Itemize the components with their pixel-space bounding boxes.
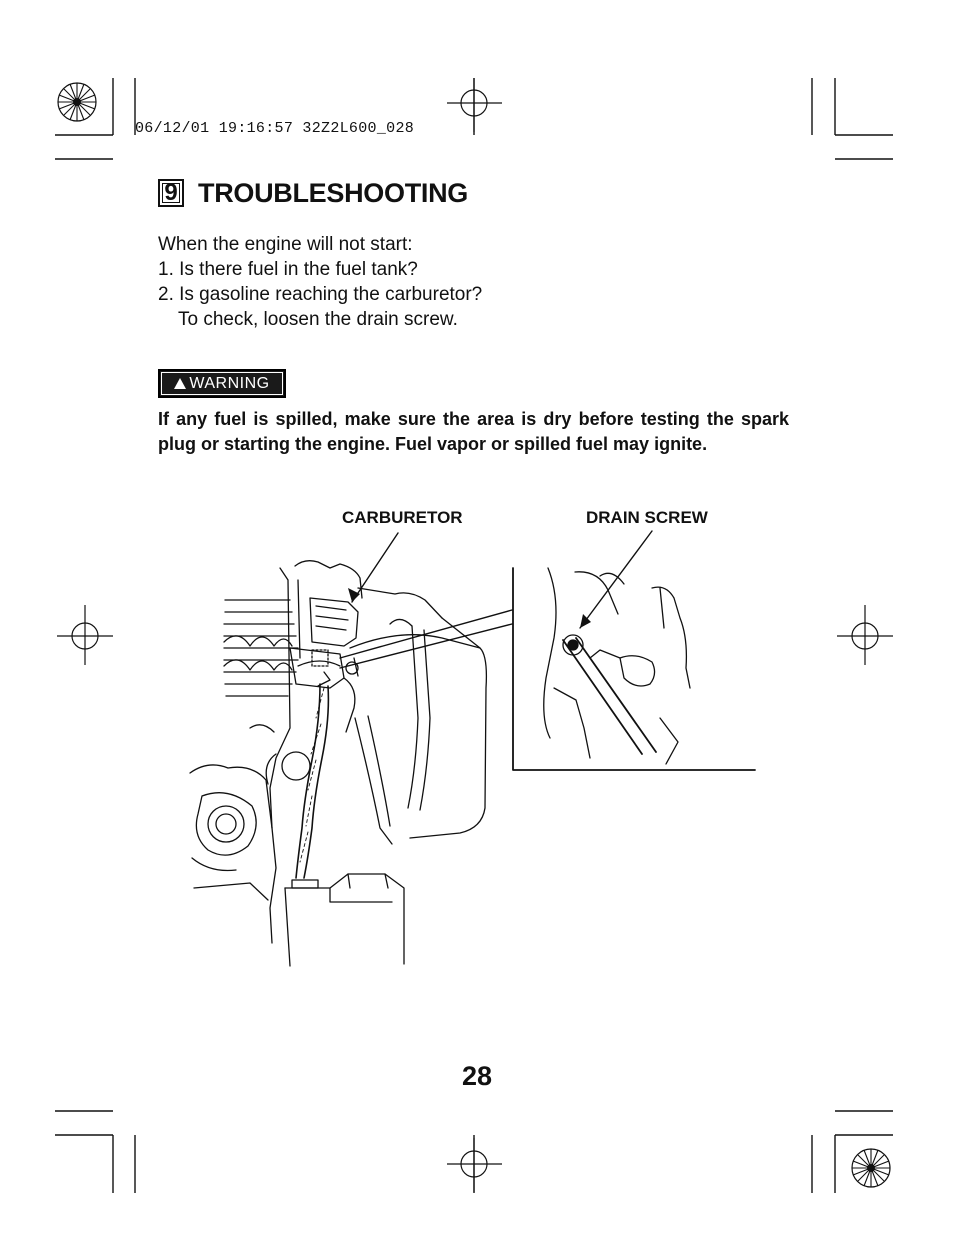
fuel-container (285, 874, 404, 964)
section-number-badge: 9 (158, 179, 184, 207)
detail-inset-frame (513, 568, 755, 770)
page-title: TROUBLESHOOTING (198, 177, 468, 208)
callout-carburetor: CARBURETOR (342, 508, 463, 527)
page-number: 28 (461, 1061, 493, 1091)
starburst-target-top-left (58, 83, 96, 121)
print-stamp: 06/12/01 19:16:57 32Z2L600_028 (135, 120, 415, 137)
container-spout (292, 880, 318, 888)
starburst-target-bottom-right (852, 1149, 890, 1187)
screwdriver-shaft (563, 640, 642, 754)
leader-carburetor (352, 533, 398, 602)
carburetor-drain-illustration (180, 528, 770, 973)
warning-text: If any fuel is spilled, make sure the area is dry before testing the spark plug or starting the engine. Fuel vapor or spilled fuel may ignite. (158, 409, 789, 454)
section-heading (158, 176, 468, 210)
intro-text (158, 232, 482, 332)
warning-triangle-icon (174, 378, 186, 389)
engine-fins (224, 600, 298, 696)
list-item: 2. Is gasoline reaching the carburetor? (158, 284, 483, 305)
warning-badge (158, 369, 286, 398)
intro-lead: When the engine will not start: (158, 234, 413, 255)
carburetor-body (310, 598, 358, 646)
list-item-detail: To check, loosen the drain screw. (178, 309, 458, 330)
leader-drain-screw (580, 531, 652, 628)
warning-label: WARNING (189, 374, 270, 392)
callout-drain-screw: DRAIN SCREW (586, 508, 708, 527)
list-item: 1. Is there fuel in the fuel tank? (158, 259, 418, 280)
